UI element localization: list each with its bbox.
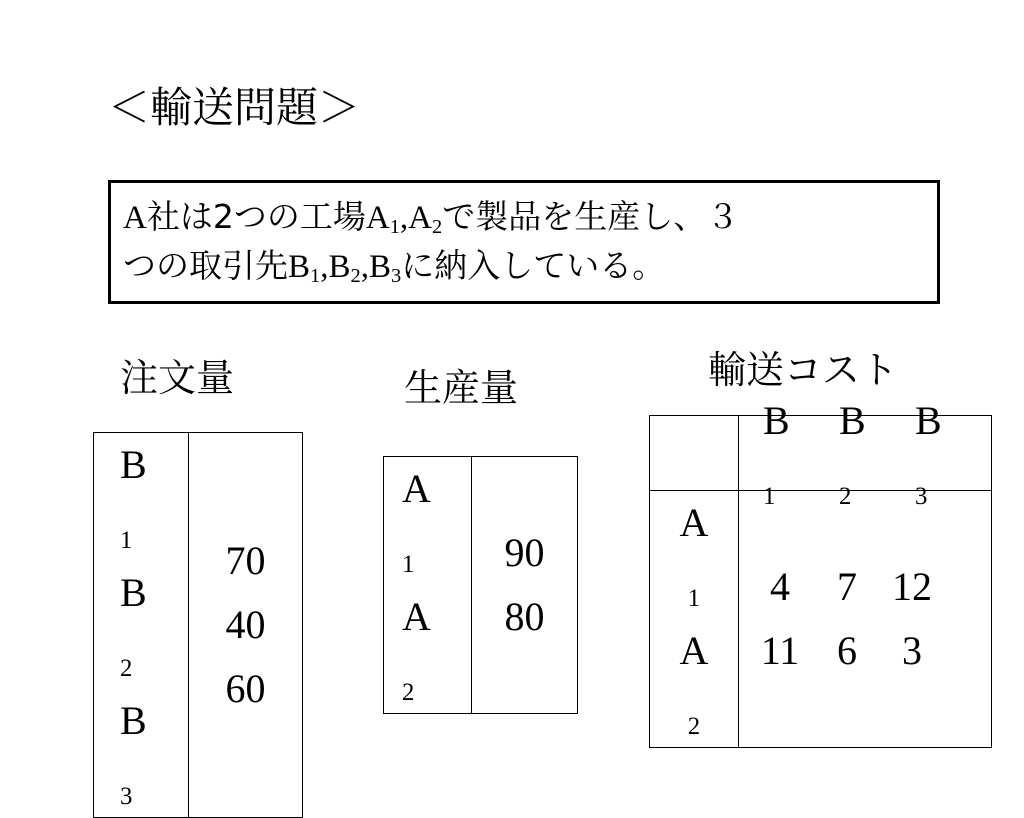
production-value: 90 <box>504 530 545 575</box>
company-letter: A <box>123 200 147 236</box>
order-keys-column <box>94 433 189 818</box>
cost-row-header: A $_1$ <box>679 500 709 613</box>
problem-text: で製品を生産し、３ <box>442 197 740 236</box>
client-b2: $,B_2$ <box>320 249 361 288</box>
page-title: ＜輸送問題＞ <box>108 83 361 132</box>
production-keys-column <box>384 457 472 714</box>
transport-cost-label: 輸送コスト <box>708 348 899 392</box>
cost-column-header: $B_1$ <box>763 398 790 511</box>
problem-line-2 <box>123 242 937 291</box>
cost-header-cell <box>739 398 992 511</box>
production-quantity-label: 生産量 <box>404 366 519 410</box>
cost-row <box>739 619 991 683</box>
cost-value: 12 <box>892 564 932 609</box>
order-quantity-table <box>93 432 303 818</box>
cost-row-keys <box>650 491 739 748</box>
cost-value: 6 <box>837 628 857 673</box>
cost-value: 7 <box>837 564 857 609</box>
cost-column-header: $B_3$ <box>915 398 942 511</box>
cost-value: 3 <box>902 628 922 673</box>
order-value: 40 <box>225 602 266 647</box>
problem-text: 社は2つの工場 <box>146 197 366 236</box>
cost-value: 11 <box>760 628 800 673</box>
cost-body-cell <box>739 491 992 748</box>
production-quantity-table <box>383 456 578 714</box>
problem-line-1 <box>123 193 937 242</box>
problem-text: つの取引先 <box>123 246 288 285</box>
client-b3: $,B_3$ <box>360 249 402 288</box>
transport-cost-table <box>649 398 992 748</box>
problem-text: に納入している。 <box>401 246 666 285</box>
cost-row-header: A $_2$ <box>679 628 709 741</box>
order-key: B $_1$ <box>120 442 147 555</box>
cost-row <box>739 555 991 619</box>
order-value: 60 <box>225 666 266 711</box>
problem-statement-box <box>108 180 940 304</box>
cost-value: 4 <box>770 564 790 609</box>
client-b1: $B_1$ <box>288 249 321 288</box>
cost-column-header: $B_2$ <box>839 398 866 511</box>
factory-a2: $,A_2$ <box>399 200 443 239</box>
order-value: 70 <box>225 538 266 583</box>
order-quantity-label: 注文量 <box>120 356 235 400</box>
order-key: B $_2$ <box>120 570 147 683</box>
production-values-column <box>472 457 578 714</box>
production-key: A $_2$ <box>402 594 431 707</box>
cost-corner-cell <box>650 416 739 491</box>
order-key: B $_3$ <box>120 698 147 811</box>
factory-a1: $A_1$ <box>365 200 400 239</box>
production-value: 80 <box>504 594 545 639</box>
production-key: A $_1$ <box>402 466 431 579</box>
order-values-column <box>189 433 303 818</box>
